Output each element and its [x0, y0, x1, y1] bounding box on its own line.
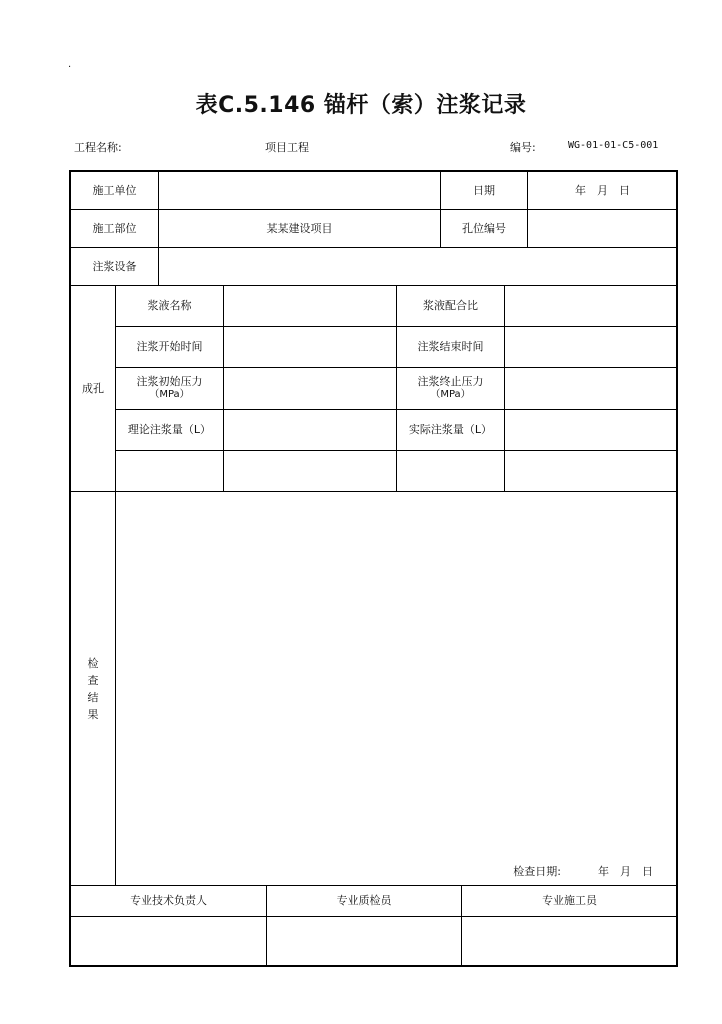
construction-part-label: 施工部位 — [71, 210, 159, 248]
construction-worker-label: 专业施工员 — [462, 886, 678, 917]
end-time-label: 注浆结束时间 — [397, 327, 505, 368]
inspection-label: 检查结果 — [87, 656, 99, 721]
tech-lead-signature-field[interactable] — [71, 917, 267, 967]
inspection-label-cell — [71, 492, 116, 886]
grouting-equipment-label: 注浆设备 — [71, 248, 159, 286]
slurry-name-label: 浆液名称 — [116, 286, 224, 327]
extra-field-2[interactable] — [224, 451, 397, 492]
slurry-name-field[interactable] — [224, 286, 397, 327]
start-time-label: 注浆开始时间 — [116, 327, 224, 368]
date-field[interactable]: 年 月 日 — [528, 172, 678, 210]
date-label: 日期 — [441, 172, 528, 210]
corner-dot: · — [68, 62, 72, 73]
extra-field-1[interactable] — [116, 451, 224, 492]
project-name-label: 工程名称: — [74, 141, 122, 154]
code-value: WG-01-01-C5-001 — [568, 140, 659, 151]
slurry-ratio-field[interactable] — [505, 286, 678, 327]
info-table — [70, 171, 678, 286]
initial-pressure-cell — [116, 368, 224, 410]
initial-pressure-field[interactable] — [224, 368, 397, 410]
inspection-table — [70, 491, 678, 886]
construction-unit-label: 施工单位 — [71, 172, 159, 210]
inspection-date-label: 检查日期: — [513, 865, 561, 879]
actual-volume-field[interactable] — [505, 410, 678, 451]
final-pressure-cell — [397, 368, 505, 410]
construction-part-field[interactable]: 某某建设项目 — [159, 210, 441, 248]
extra-field-4[interactable] — [505, 451, 678, 492]
initial-pressure-unit: （MPa） — [149, 389, 190, 401]
hole-no-label: 孔位编号 — [441, 210, 528, 248]
initial-pressure-label: 注浆初始压力 — [136, 375, 203, 389]
construction-worker-signature-field[interactable] — [462, 917, 678, 967]
end-time-field[interactable] — [505, 327, 678, 368]
inspection-result-field[interactable] — [116, 492, 678, 886]
grouting-equipment-field[interactable] — [159, 248, 678, 286]
final-pressure-field[interactable] — [505, 368, 678, 410]
actual-volume-label: 实际注浆量（L） — [397, 410, 505, 451]
theory-volume-label: 理论注浆量（L） — [116, 410, 224, 451]
tech-lead-label: 专业技术负责人 — [71, 886, 267, 917]
extra-field-3[interactable] — [397, 451, 505, 492]
page-title: 表C.5.146 锚杆（索）注浆记录 — [195, 93, 527, 118]
quality-inspector-label: 专业质检员 — [267, 886, 462, 917]
construction-unit-field[interactable] — [159, 172, 441, 210]
hole-section-table — [70, 285, 678, 492]
signature-table — [70, 885, 678, 967]
project-name-value: 项目工程 — [265, 141, 309, 154]
inspection-date-value: 年 月 日 — [598, 865, 653, 879]
start-time-field[interactable] — [224, 327, 397, 368]
theory-volume-field[interactable] — [224, 410, 397, 451]
final-pressure-label: 注浆终止压力 — [417, 375, 484, 389]
slurry-ratio-label: 浆液配合比 — [397, 286, 505, 327]
inspection-date-line — [513, 865, 653, 879]
quality-inspector-signature-field[interactable] — [267, 917, 462, 967]
hole-section-label: 成孔 — [71, 286, 116, 492]
hole-no-field[interactable] — [528, 210, 678, 248]
code-label: 编号: — [510, 141, 536, 154]
final-pressure-unit: （MPa） — [430, 389, 471, 401]
